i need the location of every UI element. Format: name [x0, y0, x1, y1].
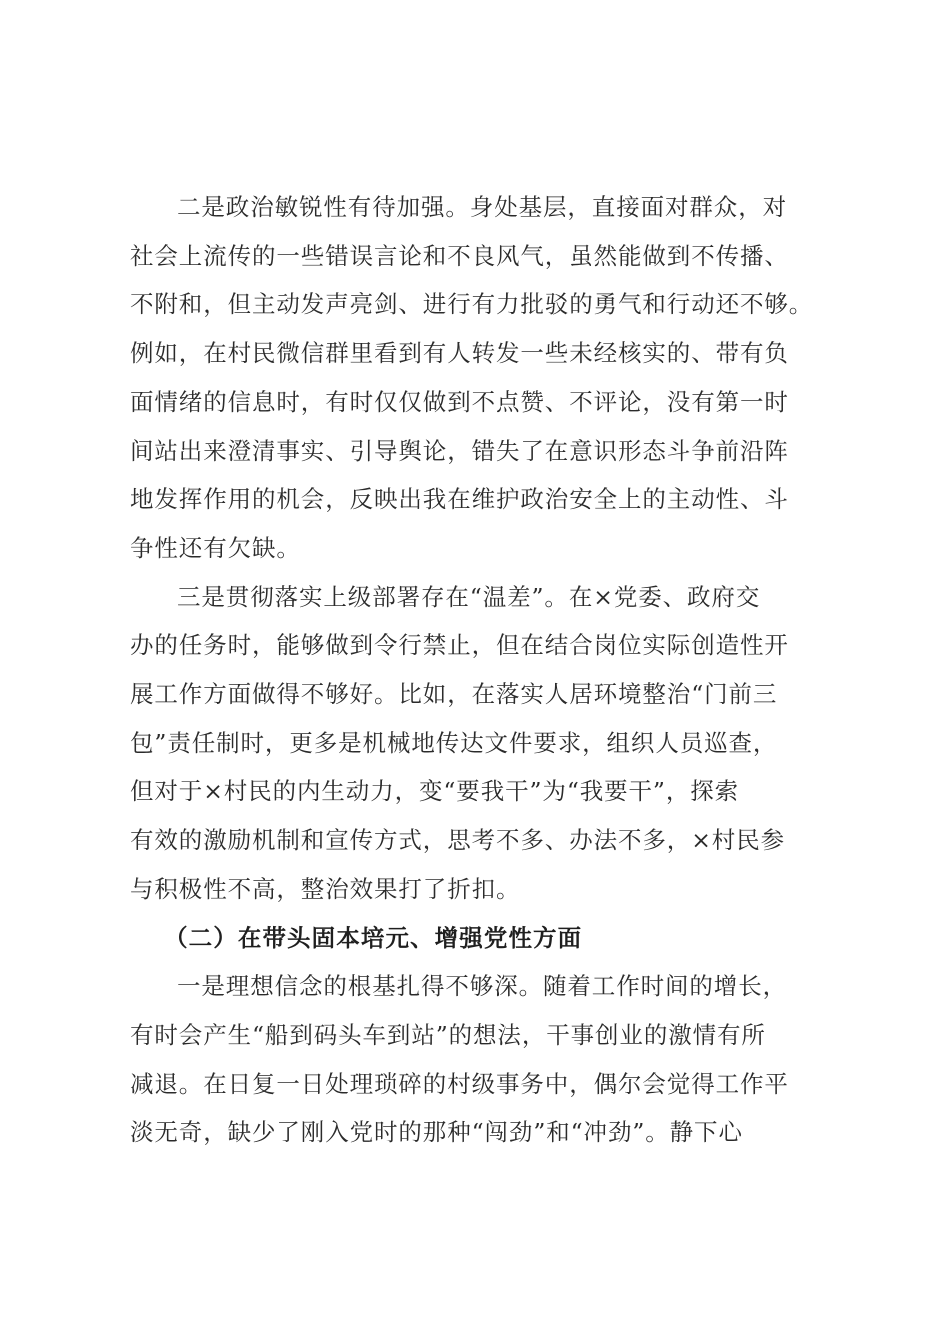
- text-line: 不附和，但主动发声亮剑、进行有力批驳的勇气和行动还不够。: [130, 290, 814, 319]
- text-line: 但对于×村民的内生动力，变“要我干”为“我要干”，探索: [130, 777, 740, 806]
- section-heading: [130, 914, 830, 963]
- text-line: 地发挥作用的机会，反映出我在维护政治安全上的主动性、斗: [130, 485, 789, 514]
- text-line: 三是贯彻落实上级部署存在“温差”。在×党委、政府交: [177, 582, 761, 611]
- text-line: 办的任务时，能够做到令行禁止，但在结合岗位实际创造性开: [130, 631, 789, 660]
- text-line: 淡无奇，缺少了刚入党时的那种“闯劲”和“冲劲”。静下心: [130, 1118, 743, 1147]
- text-line: 例如，在村民微信群里看到有人转发一些未经核实的、带有负: [130, 339, 789, 368]
- text-line: 展工作方面做得不够好。比如，在落实人居环境整治“门前三: [130, 680, 778, 709]
- section-heading-text: （二）在带头固本培元、增强党性方面: [164, 923, 583, 952]
- text-line: 包”责任制时，更多是机械地传达文件要求，组织人员巡查，: [130, 728, 778, 757]
- text-line: 与积极性不高，整治效果打了折扣。: [130, 874, 521, 903]
- document-body: [130, 183, 830, 1157]
- text-line: 一是理想信念的根基扎得不够深。随着工作时间的增长，: [177, 972, 787, 1001]
- text-line: 有效的激励机制和宣传方式，思考不多、办法不多，×村民参: [130, 826, 785, 855]
- text-line: 有时会产生“船到码头车到站”的想法，干事创业的激情有所: [130, 1020, 766, 1049]
- text-line: 减退。在日复一日处理琐碎的村级事务中，偶尔会觉得工作平: [130, 1069, 789, 1098]
- text-line: 争性还有欠缺。: [130, 533, 301, 562]
- paragraph-political-sensitivity: [130, 183, 830, 573]
- text-line: 间站出来澄清事实、引导舆论，错失了在意识形态斗争前沿阵: [130, 436, 789, 465]
- text-line: 面情绪的信息时，有时仅仅做到不点赞、不评论，没有第一时: [130, 387, 789, 416]
- paragraph-ideals-beliefs: [130, 962, 830, 1157]
- text-line: 二是政治敏锐性有待加强。身处基层，直接面对群众，对: [177, 193, 787, 221]
- paragraph-implementation-gap: [130, 573, 830, 914]
- text-line: 社会上流传的一些错误言论和不良风气，虽然能做到不传播、: [130, 241, 789, 270]
